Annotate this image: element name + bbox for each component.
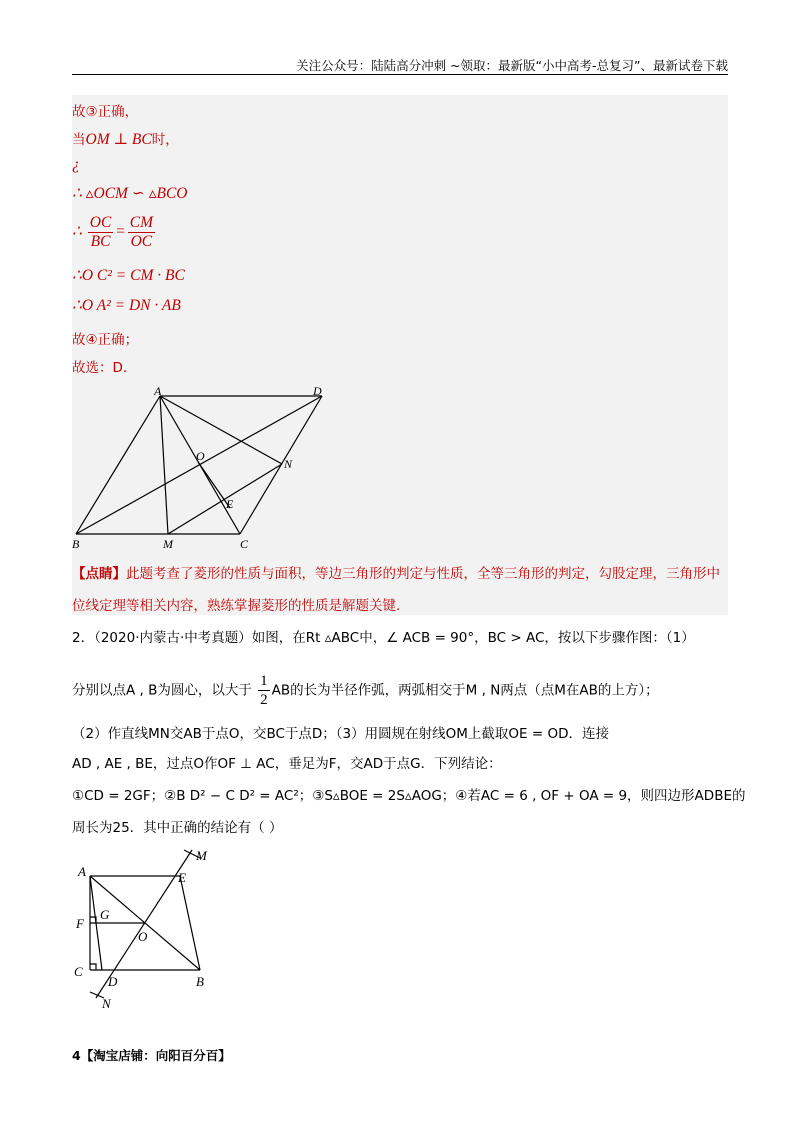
question-2-line-4: AD , AE , BE，过点O作OF ⊥ AC，垂足为F，交AD于点G．下列结论： <box>72 756 502 772</box>
triangle-figure <box>70 846 220 1016</box>
question-2-line-2a: 分别以点A , B为圆心，以大于 <box>72 682 252 699</box>
solution-line-2-pre: 当 <box>72 132 86 148</box>
fraction-numerator: OC <box>89 214 112 231</box>
solution-line-2 <box>72 128 179 149</box>
fig1-label-b: B <box>72 537 80 551</box>
question-2-line-2 <box>72 672 659 709</box>
fig2-label-n: N <box>102 996 111 1011</box>
fraction-cm-oc <box>128 214 155 251</box>
solution-line-8: 故④正确； <box>72 332 139 348</box>
header-rule <box>72 74 728 75</box>
solution-line-2-math: OM ⊥ BC <box>85 131 152 148</box>
fig2-label-b: B <box>196 974 204 989</box>
fig1-label-d: D <box>313 384 322 398</box>
solution-line-2-post: 时， <box>151 132 179 148</box>
fig2-label-m: M <box>196 848 207 863</box>
solution-line-3: ¿ <box>72 156 80 173</box>
fig2-label-o: O <box>138 929 148 944</box>
solution-line-5-equals: = <box>115 223 126 241</box>
solution-line-5 <box>72 214 157 251</box>
solution-line-5-prefix: ∴ <box>72 223 82 241</box>
fig1-label-a: A <box>154 384 162 398</box>
fig2-label-d: D <box>108 974 118 989</box>
fraction-numerator: 1 <box>260 673 268 689</box>
solution-line-4: ∴ ▵OCM ∽ ▵BCO <box>72 185 188 202</box>
question-2-line-3: （2）作直线MN交AB于点O，交BC于点D；（3）用圆规在射线OM上截取OE = OD．连接 <box>72 726 609 742</box>
question-2-line-6: 周长为25．其中正确的结论有（ ） <box>72 820 283 836</box>
fraction-denominator: OC <box>130 233 153 250</box>
page-header: 关注公众号：陆陆高分冲刺 ~领取：最新版“小中高考-总复习”、最新试卷下载 <box>296 58 728 73</box>
question-2-line-5: ①CD = 2GF；②B D² − C D² = AC²；③S▵BOE = 2S▵AOG；④若AC = 6 , OF + OA = 9，则四边形ADBE的 <box>72 788 746 804</box>
fig2-label-c: C <box>74 964 83 979</box>
page-footer: 4【淘宝店铺：向阳百分百】 <box>72 1048 231 1063</box>
solution-line-7: ∴O A² = DN · AB <box>72 297 181 314</box>
fig1-label-e: E <box>226 497 234 511</box>
fig2-label-a: A <box>78 864 86 879</box>
tip-note <box>72 558 728 622</box>
fraction-one-half <box>258 672 270 709</box>
fig1-label-n: N <box>284 457 293 471</box>
solution-line-1: 故③正确， <box>72 104 139 120</box>
solution-line-6: ∴O C² = CM · BC <box>72 267 185 284</box>
rhombus-figure <box>70 384 330 554</box>
fig2-label-f: F <box>76 916 84 931</box>
fraction-denominator: 2 <box>260 692 268 708</box>
fig1-label-c: C <box>240 537 249 551</box>
fig1-label-o: O <box>196 449 205 463</box>
fraction-denominator: BC <box>90 233 111 250</box>
fig1-label-m: M <box>163 537 173 551</box>
fraction-oc-bc <box>88 214 114 251</box>
question-2-line-2b: AB的长为半径作弧，两弧相交于M , N两点（点M在AB的上方）； <box>271 682 659 699</box>
tip-tag: 【点睛】 <box>72 566 126 582</box>
tip-text: 此题考查了菱形的性质与面积，等边三角形的判定与性质，全等三角形的判定，勾股定理，三角形中位线定理等相关内容，熟练掌握菱形的性质是解题关键. <box>72 566 720 614</box>
fraction-numerator: CM <box>129 214 154 231</box>
solution-line-9: 故选：D. <box>72 360 128 376</box>
fig2-label-e: E <box>178 870 186 885</box>
fig2-label-g: G <box>100 907 110 922</box>
question-2-line-1: 2．（2020·内蒙古·中考真题）如图，在Rt ▵ABC中，∠ ACB = 90°，BC > AC，按以下步骤作图：（1） <box>72 630 695 646</box>
